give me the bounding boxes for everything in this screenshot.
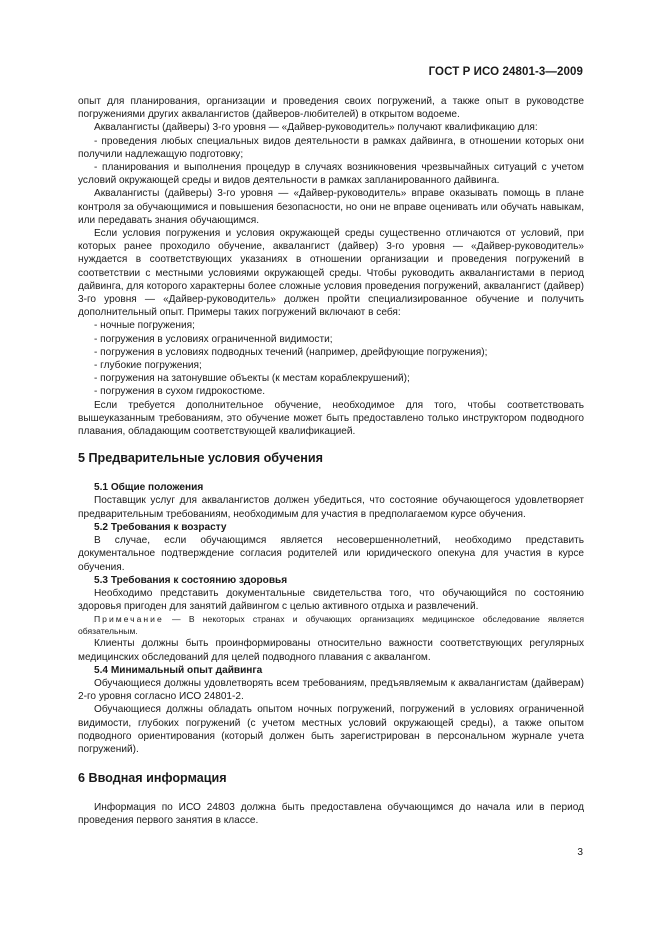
page-number: 3 bbox=[577, 847, 583, 858]
page-content bbox=[78, 95, 584, 828]
paragraph: Клиенты должны быть проинформированы относительно важности соответствующих регулярных медицинских обследований для целей подводного плавания с аквалангом. bbox=[78, 638, 584, 663]
list-item: - погружения в сухом гидрокостюме. bbox=[94, 386, 266, 398]
list-item: - погружения в условиях ограниченной видимости; bbox=[94, 333, 333, 345]
document-code-header: ГОСТ Р ИСО 24801-3—2009 bbox=[428, 66, 583, 78]
list-item: - погружения на затонувшие объекты (к местам кораблекрушений); bbox=[94, 373, 410, 385]
paragraph: Поставщик услуг для аквалангистов должен убедиться, что состояние обучающегося удовлетворяет предварительным требованиям, необходимым для участия в предполагаемом курсе обучения. bbox=[78, 495, 584, 520]
subsection-5-2-heading: 5.2 Требования к возрасту bbox=[94, 521, 227, 533]
note-text: — В некоторых странах и обучающих организациях медицинское обследование является обязательным. bbox=[78, 614, 584, 637]
paragraph: Аквалангисты (дайверы) 3-го уровня — «Дайвер-руководитель» получают квалификацию для: bbox=[94, 122, 538, 134]
subsection-5-4-heading: 5.4 Минимальный опыт дайвинга bbox=[94, 664, 263, 676]
note-label: Примечание bbox=[94, 614, 164, 625]
note bbox=[78, 613, 584, 637]
paragraph: В случае, если обучающимся является несовершеннолетний, необходимо представить документальное подтверждение согласия родителей или юридического опекуна для участия в курсе обучения. bbox=[78, 535, 584, 573]
paragraph: Если требуется дополнительное обучение, необходимое для того, чтобы соответствовать вышеуказанным требованиям, это обучение может быть предоставлено только инструктором подводного плавания, обладающим соответствующей квалификацией. bbox=[78, 399, 584, 438]
list-item: - ночные погружения; bbox=[94, 320, 195, 332]
paragraph: Аквалангисты (дайверы) 3-го уровня — «Дайвер-руководитель» вправе оказывать помощь в плане контроля за обучающимися и повышения безопасности, но они не вправе оценивать или обучать навыкам, или передавать знания обучающимся. bbox=[78, 188, 584, 226]
paragraph: Обучающиеся должны удовлетворять всем требованиям, предъявляемым к аквалангистам (дайверам) 2-го уровня согласно ИСО 24801-2. bbox=[78, 677, 584, 703]
paragraph: Если условия погружения и условия окружающей среды существенно отличаются от условий, при которых ранее проходило обучение, аквалангист (дайвер) 3-го уровня — «Дайвер-руководитель» нуждается в соответствующих указаниях в отношении организации и проведения погружений в соответствии с местными условиями окружающей среды. Чтобы руководить аквалангистами в период дайвинга, для которого характерны более сложные условия проведения погружений, аквалангист (дайвер) 3-го уровня — «Дайвер-руководитель» должен пройти специализированное обучение и получить дополнительный опыт. Примеры таких погружений включают в себя: bbox=[78, 228, 584, 319]
paragraph: Информация по ИСО 24803 должна быть предоставлена обучающимся до начала или в период проведения первого занятия в классе. bbox=[78, 802, 584, 827]
subsection-5-3-heading: 5.3 Требования к состоянию здоровья bbox=[94, 574, 288, 586]
list-item: - погружения в условиях подводных течений (например, дрейфующие погружения); bbox=[94, 346, 488, 358]
paragraph: опыт для планирования, организации и проведения своих погружений, а также опыт в руководстве погружениями других аквалангистов (дайверов-любителей) в открытом водоеме. bbox=[78, 96, 584, 121]
paragraph: Необходимо представить документальные свидетельства того, что обучающийся по состоянию здоровья пригоден для занятий дайвингом с целью активного отдыха и развлечений. bbox=[78, 587, 584, 613]
list-item: - планирования и выполнения процедур в случаях возникновения чрезвычайных ситуаций с учетом условий окружающей среды и видов деятельности в рамках запланированного дайвинга. bbox=[78, 162, 584, 187]
list-item: - проведения любых специальных видов деятельности в рамках дайвинга, в отношении которых они получили надлежащую подготовку; bbox=[78, 135, 584, 160]
list-item: - глубокие погружения; bbox=[94, 360, 202, 372]
paragraph: Обучающиеся должны обладать опытом ночных погружений, погружений в условиях ограниченной видимости, глубоких погружений (с учетом местных условий окружающей среды), а также опытом подводного ориентирования (который должен быть зарегистрирован в персональном журнале учета погружений). bbox=[78, 704, 584, 755]
subsection-5-1-heading: 5.1 Общие положения bbox=[94, 482, 204, 494]
section-5-heading: 5 Предварительные условия обучения bbox=[78, 451, 323, 466]
section-6-heading: 6 Вводная информация bbox=[78, 771, 227, 786]
